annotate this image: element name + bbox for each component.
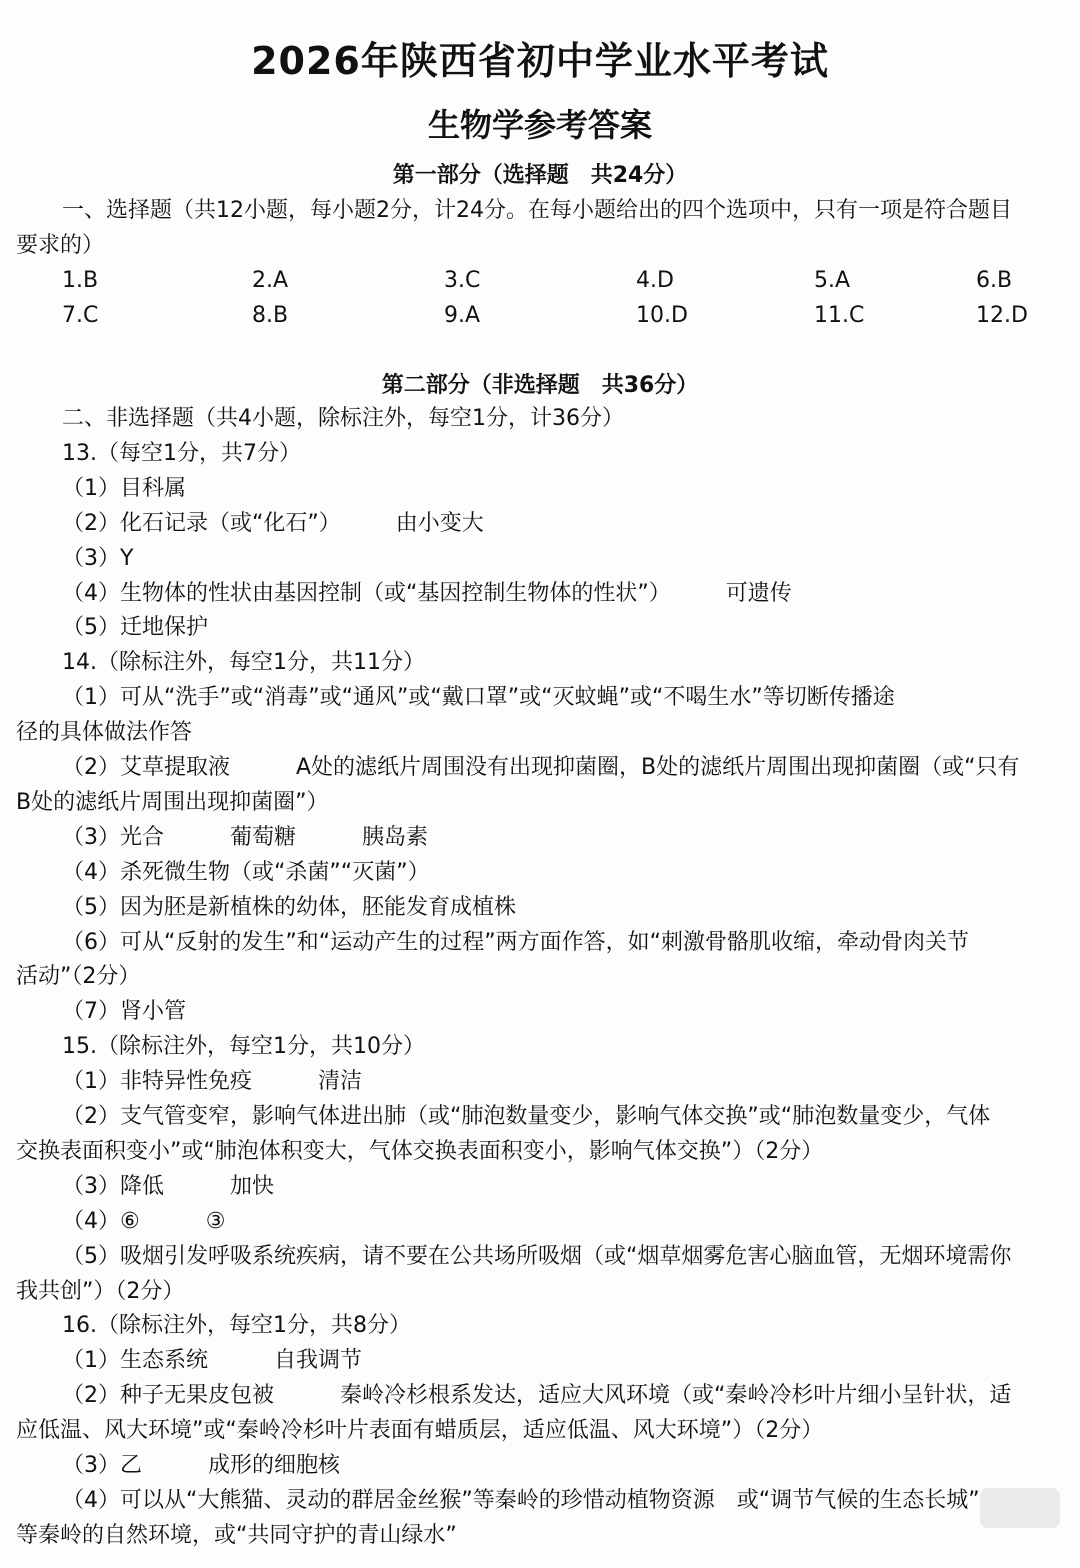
answer-line: （4）⑥ ③ bbox=[62, 1209, 226, 1234]
answer-line: 我共创”）（2分） bbox=[16, 1279, 185, 1304]
part-one-heading: 第一部分（选择题 共24分） bbox=[392, 163, 688, 188]
answer-line: （3）Y bbox=[62, 546, 134, 571]
mc-answer: 10.D bbox=[636, 303, 688, 328]
answer-line: 等秦岭的自然环境，或“共同守护的青山绿水” bbox=[16, 1523, 457, 1548]
answer-line: （3）乙 成形的细胞核 bbox=[62, 1453, 340, 1478]
mc-answer: 8.B bbox=[252, 303, 289, 328]
watermark bbox=[980, 1488, 1060, 1528]
answer-line: 应低温、风大环境”或“秦岭冷杉叶片表面有蜡质层，适应低温、风大环境”）（2分） bbox=[16, 1418, 824, 1443]
answer-line: （6）可从“反射的发生”和“运动产生的过程”两方面作答，如“刺激骨骼肌收缩，牵动骨肉关节 bbox=[62, 930, 969, 955]
answer-line: （1）可从“洗手”或“消毒”或“通风”或“戴口罩”或“灭蚊蝇”或“不喝生水”等切断传播途 bbox=[62, 685, 895, 710]
answer-line: （2）化石记录（或“化石”） 由小变大 bbox=[62, 511, 484, 536]
answer-line: （4）杀死微生物（或“杀菌”“灭菌”） bbox=[62, 860, 430, 885]
answer-line: （5）吸烟引发呼吸系统疾病，请不要在公共场所吸烟（或“烟草烟雾危害心脑血管，无烟环境需你 bbox=[62, 1244, 1012, 1269]
mc-answer: 1.B bbox=[62, 268, 99, 293]
answer-line: （4）生物体的性状由基因控制（或“基因控制生物体的性状”） 可遗传 bbox=[62, 581, 792, 606]
answer-line: （7）肾小管 bbox=[62, 999, 186, 1024]
answer-line: （2）艾草提取液 A处的滤纸片周围没有出现抑菌圈，B处的滤纸片周围出现抑菌圈（或“只有 bbox=[62, 755, 1020, 780]
answer-line: 15.（除标注外，每空1分，共10分） bbox=[62, 1034, 425, 1059]
answer-line: 二、非选择题（共4小题，除标注外，每空1分，计36分） bbox=[62, 406, 624, 431]
mc-answer: 7.C bbox=[62, 303, 99, 328]
mc-answer: 9.A bbox=[444, 303, 481, 328]
document-subtitle: 生物学参考答案 bbox=[427, 106, 652, 144]
answer-line: B处的滤纸片周围出现抑菌圈”） bbox=[16, 790, 329, 815]
answer-line: 径的具体做法作答 bbox=[16, 720, 193, 745]
mc-answer: 12.D bbox=[976, 303, 1028, 328]
mc-answer: 3.C bbox=[444, 268, 481, 293]
answer-line: （4）可以从“大熊猫、灵动的群居金丝猴”等秦岭的珍惜动植物资源 或“调节气候的生态长城” bbox=[62, 1488, 980, 1513]
answer-line: （5）因为胚是新植株的幼体，胚能发育成植株 bbox=[62, 895, 516, 920]
answer-line: （2）种子无果皮包被 秦岭冷杉根系发达，适应大风环境（或“秦岭冷杉叶片细小呈针状，适 bbox=[62, 1383, 1012, 1408]
mc-answer: 4.D bbox=[636, 268, 674, 293]
mc-answer: 5.A bbox=[814, 268, 851, 293]
document-title: 2026年陕西省初中学业水平考试 bbox=[251, 39, 829, 83]
answer-line: 14.（除标注外，每空1分，共11分） bbox=[62, 650, 425, 675]
mc-instructions-line-1: 一、选择题（共12小题，每小题2分，计24分。在每小题给出的四个选项中，只有一项是符合题目 bbox=[62, 198, 1012, 223]
mc-answer: 2.A bbox=[252, 268, 289, 293]
answer-line: （3）降低 加快 bbox=[62, 1174, 274, 1199]
answer-line: 活动”（2分） bbox=[16, 964, 141, 989]
answer-line: （1）目科属 bbox=[62, 476, 186, 501]
answer-line: 16.（除标注外，每空1分，共8分） bbox=[62, 1313, 411, 1338]
answer-line: （1）生态系统 自我调节 bbox=[62, 1348, 362, 1373]
answer-line: （2）支气管变窄，影响气体进出肺（或“肺泡数量变少，影响气体交换”或“肺泡数量变少，气体 bbox=[62, 1104, 991, 1129]
answer-line: 13.（每空1分，共7分） bbox=[62, 441, 301, 466]
mc-answer: 11.C bbox=[814, 303, 865, 328]
answer-line: （1）非特异性免疫 清洁 bbox=[62, 1069, 362, 1094]
answer-line: 交换表面积变小”或“肺泡体积变大，气体交换表面积变小，影响气体交换”）（2分） bbox=[16, 1139, 824, 1164]
mc-answer: 6.B bbox=[976, 268, 1013, 293]
part-two-heading: 第二部分（非选择题 共36分） bbox=[381, 373, 699, 398]
mc-instructions-line-2: 要求的） bbox=[16, 233, 105, 258]
answer-line: （5）迁地保护 bbox=[62, 615, 208, 640]
answer-line: （3）光合 葡萄糖 胰岛素 bbox=[62, 825, 428, 850]
